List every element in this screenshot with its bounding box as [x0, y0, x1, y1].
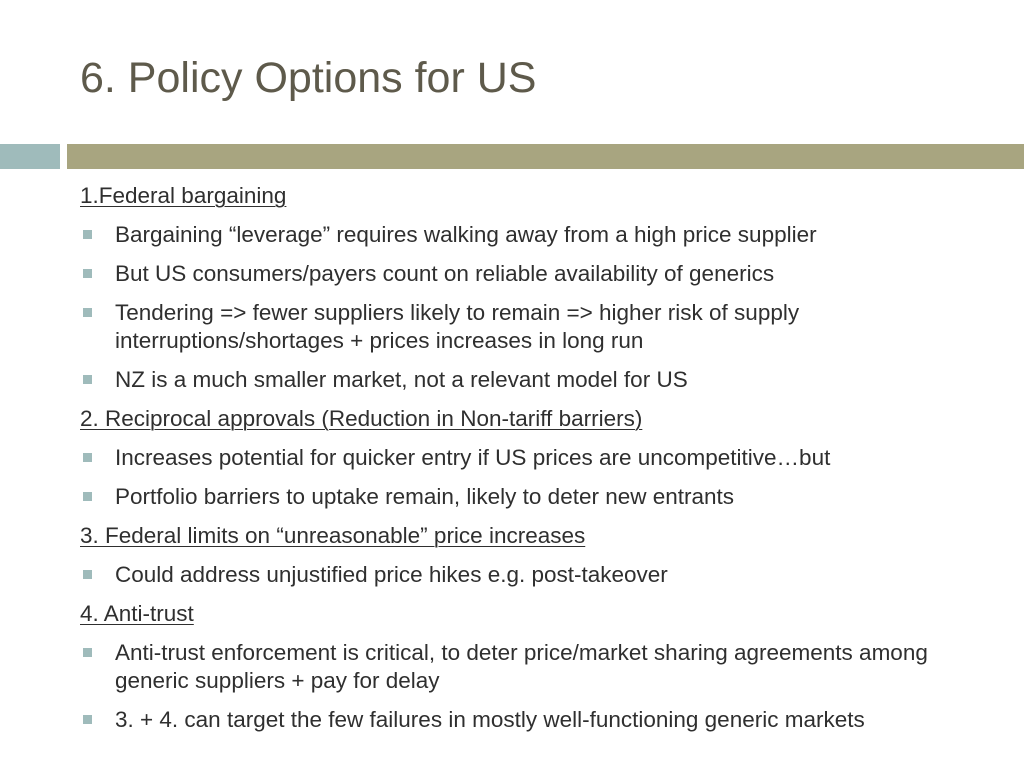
square-bullet-icon [83, 715, 92, 724]
list-item [80, 366, 1005, 394]
bullet-text: Anti-trust enforcement is critical, to deter price/market sharing agreements among generic suppliers + pay for delay [115, 640, 928, 693]
bullet-list [80, 639, 1005, 734]
bullet-text: But US consumers/payers count on reliable availability of generics [115, 261, 775, 286]
list-item [80, 260, 1005, 288]
square-bullet-icon [83, 308, 92, 317]
square-bullet-icon [83, 269, 92, 278]
bullet-text: Bargaining “leverage” requires walking away from a high price supplier [115, 222, 817, 247]
slide-content [80, 182, 1005, 745]
bullet-text: Portfolio barriers to uptake remain, likely to deter new entrants [115, 484, 735, 509]
bullet-text: Increases potential for quicker entry if US prices are uncompetitive…but [115, 445, 831, 470]
section-heading-anti-trust: 4. Anti-trust [80, 601, 194, 626]
square-bullet-icon [83, 375, 92, 384]
list-item [80, 299, 1005, 355]
bullet-text: Tendering => fewer suppliers likely to remain => higher risk of supply interruptions/shortages + prices increases in long run [115, 300, 800, 353]
list-item [80, 639, 1005, 695]
bullet-list [80, 221, 1005, 394]
accent-band-right [67, 144, 1024, 169]
square-bullet-icon [83, 230, 92, 239]
accent-band-left [0, 144, 60, 169]
square-bullet-icon [83, 453, 92, 462]
bullet-list [80, 561, 1005, 589]
bullet-text: Could address unjustified price hikes e.g. post-takeover [115, 562, 668, 587]
list-item [80, 706, 1005, 734]
list-item [80, 561, 1005, 589]
square-bullet-icon [83, 492, 92, 501]
square-bullet-icon [83, 648, 92, 657]
square-bullet-icon [83, 570, 92, 579]
bullet-text: NZ is a much smaller market, not a relevant model for US [115, 367, 688, 392]
list-item [80, 221, 1005, 249]
list-item [80, 444, 1005, 472]
bullet-text: 3. + 4. can target the few failures in mostly well-functioning generic markets [115, 707, 865, 732]
list-item [80, 483, 1005, 511]
slide-title: 6. Policy Options for US [80, 54, 537, 102]
section-heading-federal-bargaining: 1.Federal bargaining [80, 183, 287, 208]
section-heading-federal-limits: 3. Federal limits on “unreasonable” price increases [80, 523, 586, 548]
section-heading-reciprocal-approvals: 2. Reciprocal approvals (Reduction in Non-tariff barriers) [80, 406, 643, 431]
bullet-list [80, 444, 1005, 511]
